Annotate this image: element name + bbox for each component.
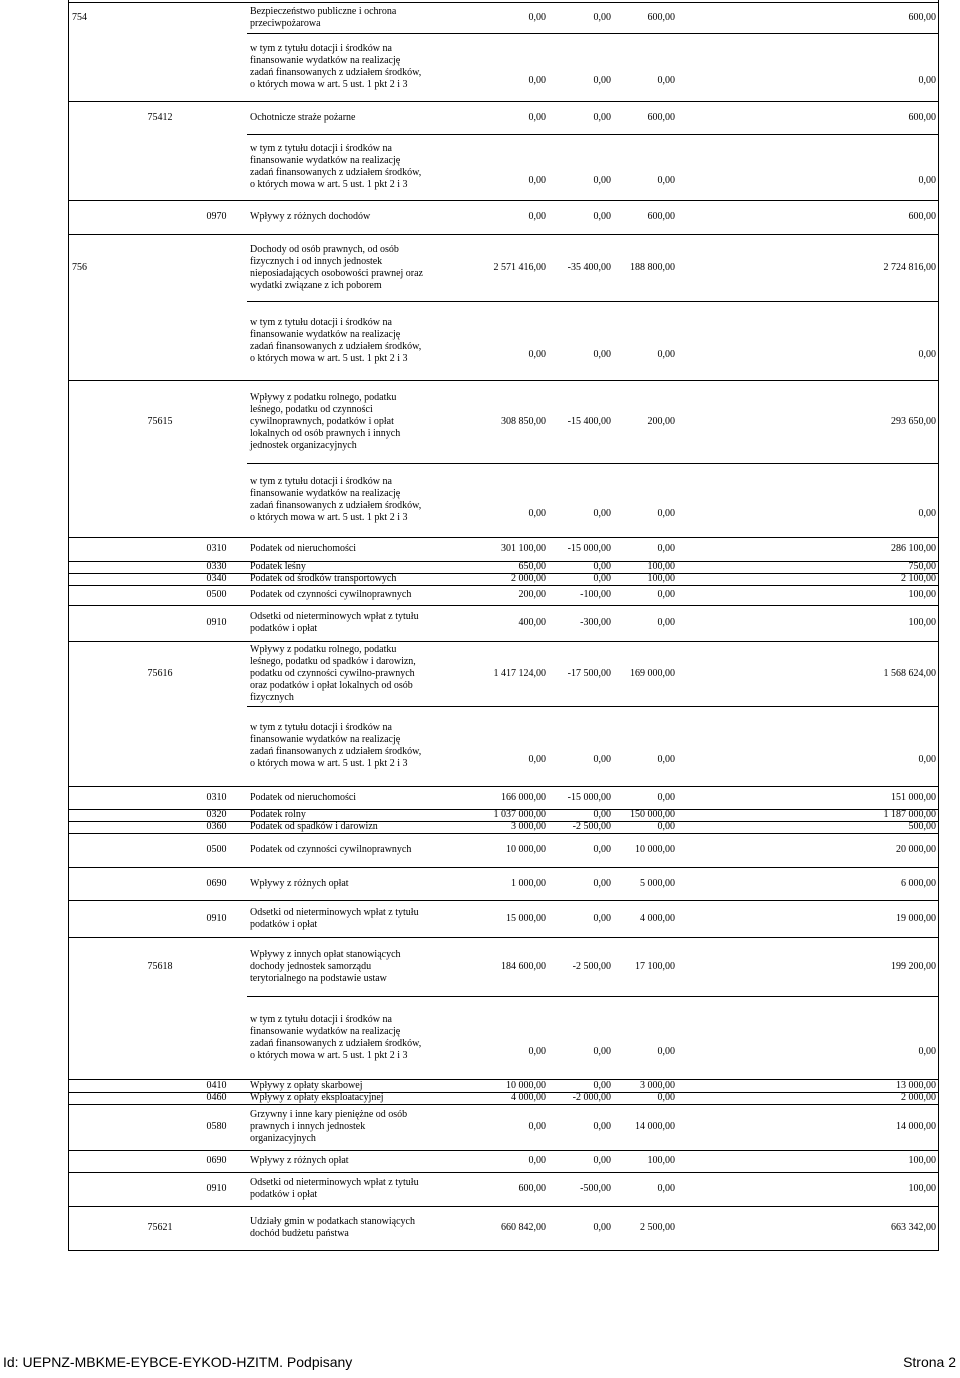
row-description: Grzywny i inne kary pieniężne od osób (250, 1109, 408, 1120)
amount-cell: 0,00 (593, 844, 611, 855)
table-border-left (68, 0, 69, 1250)
amount-cell: 0,00 (528, 211, 546, 222)
amount-cell: 1 037 000,00 (493, 809, 546, 820)
chapter-code: 75412 (147, 112, 173, 123)
row-description: Odsetki od nieterminowych wpłat z tytułu (250, 907, 419, 918)
row-description: Wpływy z podatku rolnego, podatku (250, 392, 397, 403)
section-code: 754 (72, 12, 87, 23)
amount-cell: 0,00 (657, 508, 675, 519)
amount-cell: -2 000,00 (572, 1092, 611, 1103)
amount-cell: 308 850,00 (501, 416, 546, 427)
row-divider (68, 200, 938, 201)
amount-cell: 0,00 (528, 12, 546, 23)
row-description: fizycznych (250, 692, 294, 703)
amount-cell: 0,00 (657, 1092, 675, 1103)
amount-cell: 0,00 (593, 508, 611, 519)
row-description: Wpływy z podatku rolnego, podatku (250, 644, 397, 655)
amount-cell: 150 000,00 (630, 809, 675, 820)
row-description: podatków i opłat (250, 1189, 318, 1200)
row-divider (68, 937, 938, 938)
row-description: w tym z tytułu dotacji i środków na (250, 476, 392, 487)
amount-cell: 0,00 (593, 561, 611, 572)
row-description: fizycznych i od innych jednostek (250, 256, 383, 267)
row-description: w tym z tytułu dotacji i środków na (250, 1014, 392, 1025)
amount-cell: 151 000,00 (891, 792, 936, 803)
amount-cell: -15 000,00 (567, 543, 611, 554)
amount-cell: 10 000,00 (506, 844, 546, 855)
row-description: podatku od czynności cywilno-prawnych (250, 668, 415, 679)
row-divider (68, 1104, 938, 1105)
row-description: Podatek od środków transportowych (250, 573, 397, 584)
amount-cell: 200,00 (647, 416, 675, 427)
amount-cell: 0,00 (593, 75, 611, 86)
amount-cell: 0,00 (657, 543, 675, 554)
amount-cell: 600,00 (518, 1183, 546, 1194)
row-description: w tym z tytułu dotacji i środków na (250, 143, 392, 154)
paragraph-code: 0460 (206, 1092, 227, 1103)
row-divider (247, 996, 938, 997)
paragraph-code: 0500 (206, 844, 227, 855)
row-description: nieposiadających osobowości prawnej oraz (250, 268, 423, 279)
amount-cell: 0,00 (593, 1080, 611, 1091)
amount-cell: 0,00 (918, 508, 936, 519)
amount-cell: -2 500,00 (572, 961, 611, 972)
amount-cell: 0,00 (657, 589, 675, 600)
row-description: o których mowa w art. 5 ust. 1 pkt 2 i 3 (250, 1050, 408, 1061)
amount-cell: 600,00 (908, 112, 936, 123)
row-description: Podatek od czynności cywilnoprawnych (250, 589, 412, 600)
row-description: Podatek od nieruchomości (250, 543, 357, 554)
paragraph-code: 0910 (206, 617, 227, 628)
row-divider (247, 463, 938, 464)
amount-cell: 0,00 (657, 1183, 675, 1194)
row-divider (68, 833, 938, 834)
amount-cell: 600,00 (908, 211, 936, 222)
amount-cell: 1 417 124,00 (493, 668, 546, 679)
amount-cell: 188 800,00 (630, 262, 675, 273)
paragraph-code: 0690 (206, 1155, 227, 1166)
amount-cell: -100,00 (580, 589, 611, 600)
row-description: oraz podatków i opłat lokalnych od osób (250, 680, 413, 691)
row-description: o których mowa w art. 5 ust. 1 pkt 2 i 3 (250, 758, 408, 769)
row-description: o których mowa w art. 5 ust. 1 pkt 2 i 3 (250, 79, 408, 90)
amount-cell: 0,00 (593, 878, 611, 889)
amount-cell: 14 000,00 (635, 1121, 675, 1132)
amount-cell: 169 000,00 (630, 668, 675, 679)
amount-cell: 600,00 (647, 211, 675, 222)
amount-cell: 100,00 (908, 1183, 936, 1194)
chapter-code: 75615 (147, 416, 173, 427)
amount-cell: 0,00 (918, 75, 936, 86)
amount-cell: 400,00 (518, 617, 546, 628)
amount-cell: 0,00 (593, 175, 611, 186)
page-number-footer: Strona 2 (903, 1354, 956, 1370)
amount-cell: 10 000,00 (506, 1080, 546, 1091)
row-divider (68, 900, 938, 901)
row-divider (68, 605, 938, 606)
row-description: przeciwpożarowa (250, 18, 321, 29)
amount-cell: 301 100,00 (501, 543, 546, 554)
row-description: o których mowa w art. 5 ust. 1 pkt 2 i 3 (250, 512, 408, 523)
amount-cell: 0,00 (593, 573, 611, 584)
paragraph-code: 0360 (206, 821, 227, 832)
row-divider (68, 786, 938, 787)
row-description: o których mowa w art. 5 ust. 1 pkt 2 i 3 (250, 353, 408, 364)
amount-cell: 0,00 (657, 821, 675, 832)
amount-cell: 2 571 416,00 (493, 262, 546, 273)
row-description: o których mowa w art. 5 ust. 1 pkt 2 i 3 (250, 179, 408, 190)
amount-cell: 3 000,00 (640, 1080, 675, 1091)
amount-cell: 0,00 (593, 1155, 611, 1166)
paragraph-code: 0910 (206, 913, 227, 924)
amount-cell: 663 342,00 (891, 1222, 936, 1233)
chapter-code: 75616 (147, 668, 173, 679)
amount-cell: -15 000,00 (567, 792, 611, 803)
row-description: Odsetki od nieterminowych wpłat z tytułu (250, 611, 419, 622)
row-divider (247, 33, 938, 34)
paragraph-code: 0690 (206, 878, 227, 889)
row-divider (68, 641, 938, 642)
row-divider (68, 234, 938, 235)
amount-cell: 0,00 (657, 792, 675, 803)
row-divider (247, 134, 938, 135)
row-divider (247, 301, 938, 302)
amount-cell: 0,00 (593, 211, 611, 222)
row-description: Dochody od osób prawnych, od osób (250, 244, 399, 255)
chapter-code: 75618 (147, 961, 173, 972)
row-description: Wpływy z różnych opłat (250, 878, 349, 889)
amount-cell: 2 100,00 (901, 573, 936, 584)
amount-cell: 100,00 (647, 1155, 675, 1166)
amount-cell: 5 000,00 (640, 878, 675, 889)
amount-cell: 1 568 624,00 (883, 668, 936, 679)
amount-cell: 0,00 (593, 913, 611, 924)
amount-cell: 2 724 816,00 (883, 262, 936, 273)
amount-cell: 286 100,00 (891, 543, 936, 554)
row-description: zadań finansowanych z udziałem środków, (250, 500, 422, 511)
amount-cell: 0,00 (657, 75, 675, 86)
amount-cell: 13 000,00 (896, 1080, 936, 1091)
row-description: finansowanie wydatków na realizację (250, 329, 401, 340)
table-border-bottom (68, 1250, 939, 1251)
amount-cell: 660 842,00 (501, 1222, 546, 1233)
amount-cell: -300,00 (580, 617, 611, 628)
paragraph-code: 0580 (206, 1121, 227, 1132)
row-description: Udziały gmin w podatkach stanowiących (250, 1216, 415, 1227)
row-description: leśnego, podatku od czynności (250, 404, 373, 415)
row-divider (68, 537, 938, 538)
row-divider (68, 2, 938, 3)
amount-cell: 0,00 (528, 1046, 546, 1057)
amount-cell: 6 000,00 (901, 878, 936, 889)
paragraph-code: 0500 (206, 589, 227, 600)
amount-cell: 4 000,00 (511, 1092, 546, 1103)
amount-cell: 500,00 (908, 821, 936, 832)
amount-cell: 0,00 (918, 754, 936, 765)
paragraph-code: 0330 (206, 561, 227, 572)
amount-cell: 100,00 (647, 573, 675, 584)
row-description: zadań finansowanych z udziałem środków, (250, 746, 422, 757)
amount-cell: -17 500,00 (567, 668, 611, 679)
amount-cell: 166 000,00 (501, 792, 546, 803)
row-description: prawnych i innych jednostek (250, 1121, 366, 1132)
row-divider (68, 1172, 938, 1173)
row-description: finansowanie wydatków na realizację (250, 488, 401, 499)
paragraph-code: 0320 (206, 809, 227, 820)
row-description: dochód budżetu państwa (250, 1228, 349, 1239)
amount-cell: 0,00 (657, 349, 675, 360)
amount-cell: 0,00 (528, 175, 546, 186)
amount-cell: 0,00 (528, 1121, 546, 1132)
amount-cell: 100,00 (908, 617, 936, 628)
amount-cell: 0,00 (528, 1155, 546, 1166)
row-divider (247, 706, 938, 707)
amount-cell: -15 400,00 (567, 416, 611, 427)
amount-cell: 0,00 (593, 1222, 611, 1233)
amount-cell: 199 200,00 (891, 961, 936, 972)
amount-cell: 0,00 (593, 349, 611, 360)
amount-cell: 15 000,00 (506, 913, 546, 924)
row-description: lokalnych od osób prawnych i innych (250, 428, 401, 439)
amount-cell: 2 000,00 (511, 573, 546, 584)
amount-cell: 200,00 (518, 589, 546, 600)
amount-cell: 2 000,00 (901, 1092, 936, 1103)
paragraph-code: 0410 (206, 1080, 227, 1091)
amount-cell: -500,00 (580, 1183, 611, 1194)
amount-cell: 0,00 (657, 617, 675, 628)
row-description: dochody jednostek samorządu (250, 961, 372, 972)
row-description: podatków i opłat (250, 623, 318, 634)
row-description: finansowanie wydatków na realizację (250, 55, 401, 66)
paragraph-code: 0340 (206, 573, 227, 584)
row-divider (68, 867, 938, 868)
amount-cell: 600,00 (647, 12, 675, 23)
amount-cell: 4 000,00 (640, 913, 675, 924)
row-description: Wpływy z różnych opłat (250, 1155, 349, 1166)
amount-cell: 17 100,00 (635, 961, 675, 972)
paragraph-code: 0310 (206, 543, 227, 554)
amount-cell: 0,00 (593, 754, 611, 765)
row-description: Podatek od spadków i darowizn (250, 821, 378, 832)
amount-cell: 19 000,00 (896, 913, 936, 924)
amount-cell: 750,00 (908, 561, 936, 572)
row-description: cywilnoprawnych, podatków i opłat (250, 416, 394, 427)
row-divider (68, 1206, 938, 1207)
row-description: zadań finansowanych z udziałem środków, (250, 67, 422, 78)
amount-cell: 184 600,00 (501, 961, 546, 972)
row-description: organizacyjnych (250, 1133, 316, 1144)
row-description: terytorialnego na podstawie ustaw (250, 973, 387, 984)
row-description: Podatek od czynności cywilnoprawnych (250, 844, 412, 855)
amount-cell: 2 500,00 (640, 1222, 675, 1233)
amount-cell: 0,00 (593, 1121, 611, 1132)
row-description: Odsetki od nieterminowych wpłat z tytułu (250, 1177, 419, 1188)
row-description: zadań finansowanych z udziałem środków, (250, 167, 422, 178)
row-description: Bezpieczeństwo publiczne i ochrona (250, 6, 397, 17)
section-code: 756 (72, 262, 87, 273)
amount-cell: 14 000,00 (896, 1121, 936, 1132)
amount-cell: 650,00 (518, 561, 546, 572)
row-divider (68, 101, 938, 102)
row-description: podatków i opłat (250, 919, 318, 930)
table-border-right (938, 0, 939, 1250)
row-description: w tym z tytułu dotacji i środków na (250, 317, 392, 328)
amount-cell: 3 000,00 (511, 821, 546, 832)
amount-cell: 100,00 (908, 1155, 936, 1166)
row-description: Wpływy z innych opłat stanowiących (250, 949, 401, 960)
amount-cell: 0,00 (528, 75, 546, 86)
amount-cell: 0,00 (528, 112, 546, 123)
row-description: jednostek organizacyjnych (250, 440, 357, 451)
row-description: w tym z tytułu dotacji i środków na (250, 43, 392, 54)
amount-cell: 10 000,00 (635, 844, 675, 855)
amount-cell: 0,00 (593, 12, 611, 23)
document-id-footer: Id: UEPNZ-MBKME-EYBCE-EYKOD-HZITM. Podpisany (3, 1354, 353, 1370)
amount-cell: 293 650,00 (891, 416, 936, 427)
row-description: finansowanie wydatków na realizację (250, 155, 401, 166)
amount-cell: 0,00 (593, 809, 611, 820)
amount-cell: -2 500,00 (572, 821, 611, 832)
amount-cell: 100,00 (908, 589, 936, 600)
row-description: Podatek rolny (250, 809, 306, 820)
paragraph-code: 0970 (206, 211, 227, 222)
row-description: finansowanie wydatków na realizację (250, 734, 401, 745)
amount-cell: 0,00 (918, 349, 936, 360)
amount-cell: 600,00 (647, 112, 675, 123)
amount-cell: -35 400,00 (567, 262, 611, 273)
row-description: wydatki związane z ich poborem (250, 280, 382, 291)
amount-cell: 0,00 (918, 1046, 936, 1057)
row-description: Wpływy z opłaty skarbowej (250, 1080, 363, 1091)
amount-cell: 1 187 000,00 (883, 809, 936, 820)
row-description: zadań finansowanych z udziałem środków, (250, 1038, 422, 1049)
row-description: Ochotnicze straże pożarne (250, 112, 356, 123)
amount-cell: 0,00 (918, 175, 936, 186)
row-description: finansowanie wydatków na realizację (250, 1026, 401, 1037)
amount-cell: 600,00 (908, 12, 936, 23)
paragraph-code: 0910 (206, 1183, 227, 1194)
amount-cell: 0,00 (528, 754, 546, 765)
amount-cell: 20 000,00 (896, 844, 936, 855)
row-description: Podatek leśny (250, 561, 306, 572)
amount-cell: 0,00 (593, 112, 611, 123)
amount-cell: 0,00 (528, 508, 546, 519)
row-divider (68, 380, 938, 381)
amount-cell: 0,00 (593, 1046, 611, 1057)
amount-cell: 0,00 (657, 1046, 675, 1057)
chapter-code: 75621 (147, 1222, 173, 1233)
row-description: zadań finansowanych z udziałem środków, (250, 341, 422, 352)
row-divider (68, 585, 938, 586)
amount-cell: 100,00 (647, 561, 675, 572)
amount-cell: 1 000,00 (511, 878, 546, 889)
row-description: Wpływy z opłaty eksploatacyjnej (250, 1092, 384, 1103)
row-description: Podatek od nieruchomości (250, 792, 357, 803)
row-description: Wpływy z różnych dochodów (250, 211, 371, 222)
row-description: w tym z tytułu dotacji i środków na (250, 722, 392, 733)
amount-cell: 0,00 (657, 175, 675, 186)
row-divider (68, 1150, 938, 1151)
amount-cell: 0,00 (657, 754, 675, 765)
row-description: leśnego, podatku od spadków i darowizn, (250, 656, 416, 667)
paragraph-code: 0310 (206, 792, 227, 803)
amount-cell: 0,00 (528, 349, 546, 360)
